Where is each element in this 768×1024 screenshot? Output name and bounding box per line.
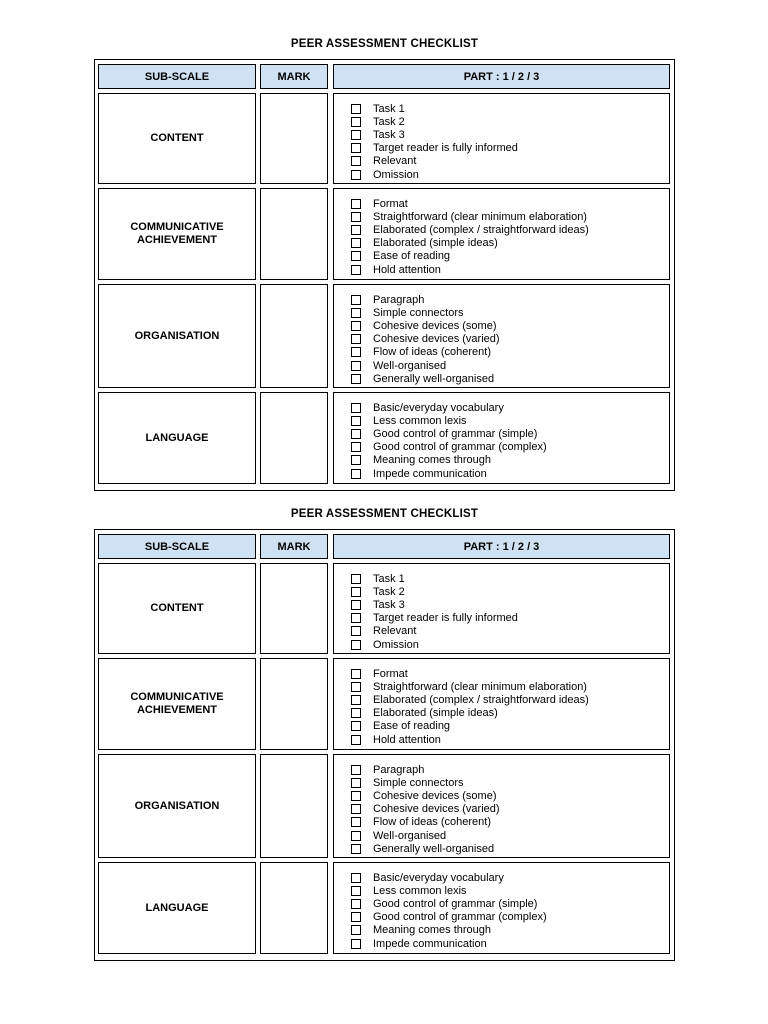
criteria-item[interactable] bbox=[334, 142, 669, 155]
criteria-label: Straightforward (clear minimum elaboration) bbox=[373, 210, 587, 223]
criteria-item[interactable] bbox=[334, 733, 669, 746]
criteria-label: Task 3 bbox=[373, 598, 405, 611]
checkbox[interactable] bbox=[351, 117, 361, 127]
criteria-item[interactable] bbox=[334, 128, 669, 141]
checkbox[interactable] bbox=[351, 238, 361, 248]
criteria-label: Paragraph bbox=[373, 293, 425, 306]
criteria-item[interactable] bbox=[334, 168, 669, 181]
criteria-label: Elaborated (simple ideas) bbox=[373, 237, 498, 250]
criteria-label: Basic/everyday vocabulary bbox=[373, 871, 504, 884]
criteria-label: Good control of grammar (complex) bbox=[373, 911, 547, 924]
checkbox[interactable] bbox=[351, 374, 361, 384]
criteria-label: Flow of ideas (coherent) bbox=[373, 816, 491, 829]
checkbox[interactable] bbox=[351, 442, 361, 452]
checkbox[interactable] bbox=[351, 640, 361, 650]
criteria-label: Elaborated (complex / straightforward ideas) bbox=[373, 223, 589, 236]
criteria-list bbox=[333, 284, 670, 388]
mark-field[interactable] bbox=[260, 392, 328, 484]
checkbox[interactable] bbox=[351, 143, 361, 153]
criteria-item[interactable] bbox=[334, 372, 669, 385]
header-part: PART : 1 / 2 / 3 bbox=[333, 64, 670, 89]
criteria-label: Target reader is fully informed bbox=[373, 142, 518, 155]
criteria-item[interactable] bbox=[334, 829, 669, 842]
checkbox[interactable] bbox=[351, 873, 361, 883]
criteria-item[interactable] bbox=[334, 842, 669, 855]
criteria-item[interactable] bbox=[334, 720, 669, 733]
criteria-item[interactable] bbox=[334, 598, 669, 611]
criteria-item[interactable] bbox=[334, 414, 669, 427]
criteria-item[interactable] bbox=[334, 210, 669, 223]
criteria-item[interactable] bbox=[334, 427, 669, 440]
criteria-item[interactable] bbox=[334, 924, 669, 937]
criteria-label: Omission bbox=[373, 638, 419, 651]
criteria-label: Good control of grammar (simple) bbox=[373, 427, 538, 440]
criteria-item[interactable] bbox=[334, 293, 669, 306]
criteria-item[interactable] bbox=[334, 789, 669, 802]
checkbox[interactable] bbox=[351, 251, 361, 261]
criteria-label: Format bbox=[373, 667, 408, 680]
checklist-table bbox=[94, 529, 675, 961]
criteria-item[interactable] bbox=[334, 897, 669, 910]
criteria-label: Simple connectors bbox=[373, 306, 464, 319]
checkbox[interactable] bbox=[351, 587, 361, 597]
criteria-label: Elaborated (simple ideas) bbox=[373, 707, 498, 720]
criteria-label: Generally well-organised bbox=[373, 372, 495, 385]
checkbox[interactable] bbox=[351, 265, 361, 275]
criteria-item[interactable] bbox=[334, 871, 669, 884]
criteria-label: Meaning comes through bbox=[373, 454, 492, 467]
criteria-label: Well-organised bbox=[373, 359, 447, 372]
subscale-label: ORGANISATION bbox=[98, 754, 256, 858]
criteria-item[interactable] bbox=[334, 223, 669, 236]
checkbox[interactable] bbox=[351, 225, 361, 235]
checkbox[interactable] bbox=[351, 735, 361, 745]
criteria-item[interactable] bbox=[334, 333, 669, 346]
checkbox[interactable] bbox=[351, 130, 361, 140]
criteria-label: Cohesive devices (some) bbox=[373, 319, 497, 332]
checkbox[interactable] bbox=[351, 156, 361, 166]
checkbox[interactable] bbox=[351, 212, 361, 222]
criteria-label: Good control of grammar (complex) bbox=[373, 441, 547, 454]
checkbox[interactable] bbox=[351, 613, 361, 623]
criteria-label: Task 2 bbox=[373, 585, 405, 598]
checkbox[interactable] bbox=[351, 708, 361, 718]
criteria-label: Paragraph bbox=[373, 763, 425, 776]
checkbox[interactable] bbox=[351, 104, 361, 114]
criteria-item[interactable] bbox=[334, 359, 669, 372]
criteria-item[interactable] bbox=[334, 585, 669, 598]
checkbox[interactable] bbox=[351, 455, 361, 465]
header-subscale: SUB-SCALE bbox=[98, 534, 256, 559]
criteria-label: Straightforward (clear minimum elaboration) bbox=[373, 680, 587, 693]
checkbox[interactable] bbox=[351, 778, 361, 788]
subscale-label: COMMUNICATIVE ACHIEVEMENT bbox=[98, 188, 256, 280]
criteria-label: Omission bbox=[373, 168, 419, 181]
criteria-item[interactable] bbox=[334, 612, 669, 625]
checkbox[interactable] bbox=[351, 721, 361, 731]
criteria-item[interactable] bbox=[334, 441, 669, 454]
mark-field[interactable] bbox=[260, 93, 328, 184]
criteria-label: Elaborated (complex / straightforward ideas) bbox=[373, 693, 589, 706]
criteria-item[interactable] bbox=[334, 102, 669, 115]
subscale-label: CONTENT bbox=[98, 93, 256, 184]
criteria-label: Simple connectors bbox=[373, 776, 464, 789]
checkbox[interactable] bbox=[351, 295, 361, 305]
checkbox[interactable] bbox=[351, 899, 361, 909]
criteria-label: Relevant bbox=[373, 155, 417, 168]
criteria-list bbox=[333, 862, 670, 954]
criteria-item[interactable] bbox=[334, 346, 669, 359]
criteria-item[interactable] bbox=[334, 115, 669, 128]
mark-field[interactable] bbox=[260, 658, 328, 750]
checkbox[interactable] bbox=[351, 626, 361, 636]
criteria-item[interactable] bbox=[334, 237, 669, 250]
checkbox[interactable] bbox=[351, 574, 361, 584]
header-part: PART : 1 / 2 / 3 bbox=[333, 534, 670, 559]
criteria-label: Less common lexis bbox=[373, 414, 467, 427]
criteria-item[interactable] bbox=[334, 911, 669, 924]
criteria-list bbox=[333, 188, 670, 280]
criteria-label: Task 1 bbox=[373, 572, 405, 585]
criteria-label: Task 1 bbox=[373, 102, 405, 115]
criteria-label: Hold attention bbox=[373, 263, 441, 276]
checkbox[interactable] bbox=[351, 334, 361, 344]
criteria-label: Basic/everyday vocabulary bbox=[373, 401, 504, 414]
criteria-label: Target reader is fully informed bbox=[373, 612, 518, 625]
criteria-label: Generally well-organised bbox=[373, 842, 495, 855]
checkbox[interactable] bbox=[351, 416, 361, 426]
mark-field[interactable] bbox=[260, 284, 328, 388]
criteria-item[interactable] bbox=[334, 625, 669, 638]
checkbox[interactable] bbox=[351, 695, 361, 705]
checkbox[interactable] bbox=[351, 886, 361, 896]
checkbox[interactable] bbox=[351, 912, 361, 922]
criteria-item[interactable] bbox=[334, 572, 669, 585]
criteria-label: Well-organised bbox=[373, 829, 447, 842]
mark-field[interactable] bbox=[260, 862, 328, 954]
criteria-item[interactable] bbox=[334, 197, 669, 210]
checkbox[interactable] bbox=[351, 600, 361, 610]
checkbox[interactable] bbox=[351, 361, 361, 371]
checklist-table bbox=[94, 59, 675, 491]
criteria-item[interactable] bbox=[334, 263, 669, 276]
criteria-label: Less common lexis bbox=[373, 884, 467, 897]
criteria-item[interactable] bbox=[334, 250, 669, 263]
criteria-label: Cohesive devices (some) bbox=[373, 789, 497, 802]
checkbox[interactable] bbox=[351, 347, 361, 357]
checkbox[interactable] bbox=[351, 682, 361, 692]
checkbox[interactable] bbox=[351, 791, 361, 801]
criteria-label: Meaning comes through bbox=[373, 924, 492, 937]
subscale-label: CONTENT bbox=[98, 563, 256, 654]
header-mark: MARK bbox=[260, 64, 328, 89]
criteria-item[interactable] bbox=[334, 707, 669, 720]
checklist-title: PEER ASSESSMENT CHECKLIST bbox=[290, 508, 479, 520]
mark-field[interactable] bbox=[260, 563, 328, 654]
criteria-label: Hold attention bbox=[373, 733, 441, 746]
checkbox[interactable] bbox=[351, 804, 361, 814]
checkbox[interactable] bbox=[351, 403, 361, 413]
criteria-item[interactable] bbox=[334, 763, 669, 776]
mark-field[interactable] bbox=[260, 188, 328, 280]
subscale-label: ORGANISATION bbox=[98, 284, 256, 388]
criteria-list bbox=[333, 392, 670, 484]
subscale-label: LANGUAGE bbox=[98, 862, 256, 954]
checkbox[interactable] bbox=[351, 308, 361, 318]
criteria-item[interactable] bbox=[334, 816, 669, 829]
header-mark: MARK bbox=[260, 534, 328, 559]
criteria-label: Relevant bbox=[373, 625, 417, 638]
checkbox[interactable] bbox=[351, 170, 361, 180]
subscale-label: LANGUAGE bbox=[98, 392, 256, 484]
checklist-title: PEER ASSESSMENT CHECKLIST bbox=[290, 38, 479, 50]
criteria-label: Task 3 bbox=[373, 128, 405, 141]
criteria-item[interactable] bbox=[334, 937, 669, 950]
criteria-item[interactable] bbox=[334, 803, 669, 816]
criteria-label: Task 2 bbox=[373, 115, 405, 128]
criteria-label: Ease of reading bbox=[373, 720, 451, 733]
criteria-list bbox=[333, 93, 670, 184]
criteria-item[interactable] bbox=[334, 155, 669, 168]
criteria-label: Good control of grammar (simple) bbox=[373, 897, 538, 910]
mark-field[interactable] bbox=[260, 754, 328, 858]
criteria-item[interactable] bbox=[334, 319, 669, 332]
checkbox[interactable] bbox=[351, 831, 361, 841]
criteria-label: Impede communication bbox=[373, 937, 487, 950]
checkbox[interactable] bbox=[351, 925, 361, 935]
criteria-label: Format bbox=[373, 197, 408, 210]
criteria-item[interactable] bbox=[334, 467, 669, 480]
criteria-item[interactable] bbox=[334, 667, 669, 680]
checkbox[interactable] bbox=[351, 765, 361, 775]
checkbox[interactable] bbox=[351, 199, 361, 209]
checkbox[interactable] bbox=[351, 669, 361, 679]
checkbox[interactable] bbox=[351, 817, 361, 827]
criteria-item[interactable] bbox=[334, 693, 669, 706]
criteria-item[interactable] bbox=[334, 776, 669, 789]
criteria-label: Flow of ideas (coherent) bbox=[373, 346, 491, 359]
criteria-item[interactable] bbox=[334, 306, 669, 319]
criteria-list bbox=[333, 754, 670, 858]
criteria-label: Impede communication bbox=[373, 467, 487, 480]
criteria-label: Cohesive devices (varied) bbox=[373, 803, 500, 816]
checkbox[interactable] bbox=[351, 321, 361, 331]
subscale-label: COMMUNICATIVE ACHIEVEMENT bbox=[98, 658, 256, 750]
criteria-item[interactable] bbox=[334, 884, 669, 897]
checkbox[interactable] bbox=[351, 429, 361, 439]
criteria-item[interactable] bbox=[334, 680, 669, 693]
header-subscale: SUB-SCALE bbox=[98, 64, 256, 89]
criteria-item[interactable] bbox=[334, 401, 669, 414]
checkbox[interactable] bbox=[351, 844, 361, 854]
criteria-item[interactable] bbox=[334, 454, 669, 467]
checkbox[interactable] bbox=[351, 469, 361, 479]
checkbox[interactable] bbox=[351, 939, 361, 949]
criteria-label: Ease of reading bbox=[373, 250, 451, 263]
criteria-list bbox=[333, 658, 670, 750]
criteria-label: Cohesive devices (varied) bbox=[373, 333, 500, 346]
criteria-item[interactable] bbox=[334, 638, 669, 651]
criteria-list bbox=[333, 563, 670, 654]
